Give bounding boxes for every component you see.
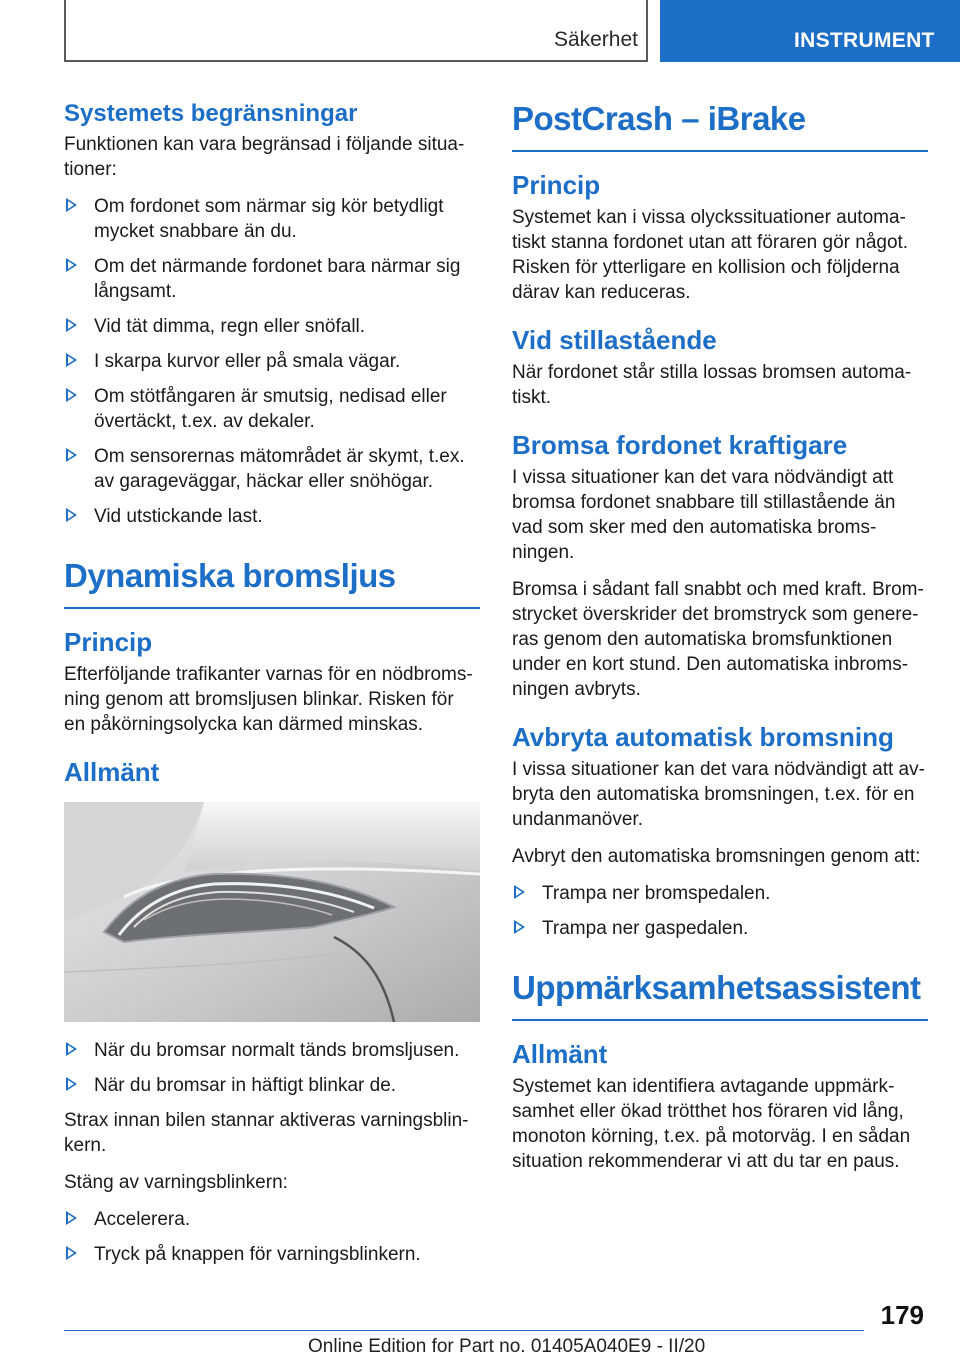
heading-princip: Princip [64, 627, 153, 657]
triangle-bullet-icon [66, 448, 77, 462]
paragraph-limitations-intro: Funktionen kan vara begränsad i följande situa-tioner: [64, 134, 465, 180]
triangle-bullet-icon [66, 258, 77, 272]
paragraph-allmant: Systemet kan identifiera avtagande uppmärk-samhet eller ökad trötthet hos föraren vid lång, monoton körning, t.ex. på motorväg. I en sådan situation rekommenderar vi att du tar en paus. [512, 1076, 911, 1172]
paragraph-vid-stillastaende: När fordonet står stilla lossas bromsen automa-tiskt. [512, 362, 912, 408]
brake-light-illustration [64, 802, 480, 1022]
header-tab-instrument[interactable]: INSTRUMENT [660, 0, 960, 62]
limitations-list [64, 194, 480, 529]
section-title-uppmarksamhetsassistent: Uppmärksamhetsassistent [512, 969, 928, 1021]
triangle-bullet-icon [66, 318, 77, 332]
heading-vid-stillastaende: Vid stillastående [512, 325, 717, 355]
triangle-bullet-icon [514, 885, 525, 899]
triangle-bullet-icon [66, 1246, 77, 1260]
triangle-bullet-icon [66, 353, 77, 367]
list-item: Vid tät dimma, regn eller snöfall. [64, 314, 480, 339]
triangle-bullet-icon [66, 508, 77, 522]
header-section-label: Säkerhet [553, 28, 638, 51]
list-item: Trampa ner gaspedalen. [512, 916, 928, 941]
paragraph-stang: Stäng av varningsblinkern: [64, 1172, 288, 1193]
list-item: Om det närmande fordonet bara närmar sig långsamt. [64, 254, 480, 304]
heading-allmant: Allmänt [512, 1039, 608, 1069]
stang-list [64, 1207, 480, 1267]
triangle-bullet-icon [66, 388, 77, 402]
footer-divider [64, 1330, 864, 1331]
section-title-dynamiska-bromsljus: Dynamiska bromsljus [64, 557, 480, 609]
list-item: Tryck på knappen för varningsblinkern. [64, 1242, 480, 1267]
page-number: 179 [880, 1300, 924, 1330]
list-item: Om sensorernas mätområdet är skymt, t.ex. av garageväggar, häckar eller snöhögar. [64, 444, 480, 494]
paragraph-strax: Strax innan bilen stannar aktiveras varningsblin-kern. [64, 1110, 469, 1156]
list-item: Accelerera. [64, 1207, 480, 1232]
heading-allmant: Allmänt [64, 757, 160, 787]
list-item: Vid utstickande last. [64, 504, 480, 529]
triangle-bullet-icon [514, 920, 525, 934]
paragraph-avbryta-2: Avbryt den automatiska bromsningen genom att: [512, 846, 921, 867]
list-item: Om fordonet som närmar sig kör betydligt mycket snabbare än du. [64, 194, 480, 244]
list-item: När du bromsar normalt tänds bromsljusen. [64, 1038, 480, 1063]
list-item: I skarpa kurvor eller på smala vägar. [64, 349, 480, 374]
list-item: Trampa ner bromspedalen. [512, 881, 928, 906]
paragraph-bromsa-2: Bromsa i sådant fall snabbt och med kraft. Brom-strycket överskrider det bromstryck som genere-ras genom den automatiska bromsfunktionen under en kort stund. Den automatiska inbroms-ningen avbryts. [512, 579, 924, 700]
avbryta-list [512, 881, 928, 941]
heading-bromsa-fordonet: Bromsa fordonet kraftigare [512, 430, 848, 460]
heading-avbryta: Avbryta automatisk bromsning [512, 722, 894, 752]
heading-princip: Princip [512, 170, 601, 200]
paragraph-bromsa-1: I vissa situationer kan det vara nödvändigt att bromsa fordonet snabbare till stillastående än vad som sker med den automatiska broms-ningen. [512, 467, 896, 563]
footer-edition-text: Online Edition for Part no. 01405A040E9 - II/20 [308, 1336, 706, 1357]
list-item: Om stötfångaren är smutsig, nedisad eller övertäckt, t.ex. av dekaler. [64, 384, 480, 434]
triangle-bullet-icon [66, 1042, 77, 1056]
right-column [512, 100, 928, 1186]
triangle-bullet-icon [66, 198, 77, 212]
paragraph-princip: Efterföljande trafikanter varnas för en nödbroms-ning genom att bromsljusen blinkar. Risken för en påkörningsolycka kan därmed minskas. [64, 664, 473, 735]
heading-systemets-begransningar: Systemets begränsningar [64, 100, 358, 127]
triangle-bullet-icon [66, 1077, 77, 1091]
paragraph-avbryta-1: I vissa situationer kan det vara nödvändigt att av-bryta den automatiska bromsningen, t.ex. för en undanmanöver. [512, 759, 925, 830]
section-title-postcrash: PostCrash – iBrake [512, 100, 928, 152]
allmant-list [64, 1038, 480, 1098]
paragraph-princip: Systemet kan i vissa olyckssituationer automa-tiskt stanna fordonet utan att föraren gör något. Risken för ytterligare en kollision och följderna därav kan reduceras. [512, 207, 909, 303]
left-column [64, 100, 480, 1277]
list-item: När du bromsar in häftigt blinkar de. [64, 1073, 480, 1098]
triangle-bullet-icon [66, 1211, 77, 1225]
